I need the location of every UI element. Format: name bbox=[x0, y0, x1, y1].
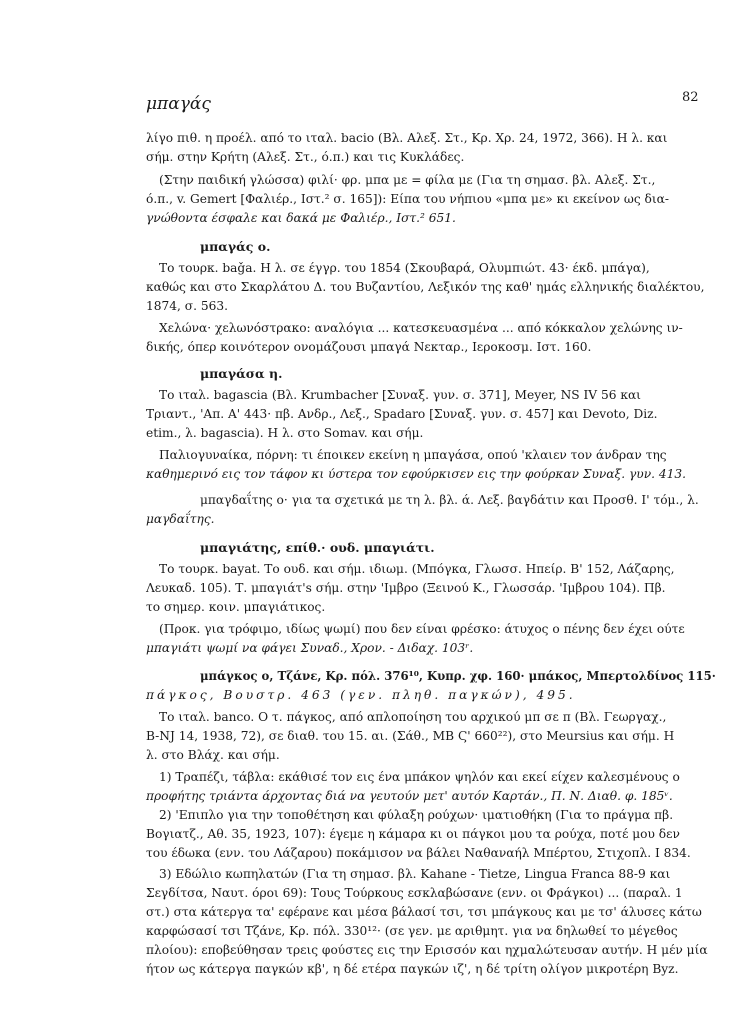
text-line: λίγο πιθ. η προέλ. από το ιταλ. bacio (Βλ. Αλεξ. Στ., Κρ. Χρ. 24, 1972, 366). Η λ. και bbox=[146, 131, 668, 145]
text-line: 1874, σ. 563. bbox=[146, 299, 228, 313]
text-line: Τριαντ., 'Απ. Α' 443· πβ. Ανδρ., Λεξ., Spadaro [Συναξ. γυν. σ. 457] και Devoto, Diz. bbox=[146, 407, 658, 421]
text-line: Το τουρκ. baǧa. Η λ. σε έγγρ. του 1854 (Σκουβαρά, Ολυμπιώτ. 43· έκδ. μπάγα), bbox=[159, 261, 650, 275]
text-line: ό.π., v. Gemert [Φαλιέρ., Ιστ.² σ. 165]): Είπα του νήπιου «μπα με» κι εκείνον ως δια- bbox=[146, 192, 670, 206]
text-line: καθημερινό εις τον τάφον κι ύστερα τον εφούρκισεν εις την φούρκαν Συναξ. γυν. 413. bbox=[146, 467, 686, 481]
text-line: λ. στο Βλάχ. και σήμ. bbox=[146, 748, 280, 762]
text-line: πάγκος, Βουστρ. 463 (γεν. πληθ. παγκών), 495. bbox=[146, 688, 576, 702]
text-line: του έδωκα (ενν. του Λάζαρου) ποκάμισον να βάλει Ναθαναήλ Μπέρτου, Στιχοπλ. Ι 834. bbox=[146, 846, 691, 860]
text-line: Βογιατζ., Αθ. 35, 1923, 107): έγεμε η κάμαρα κι οι πάγκοι μου τα ρούχα, ποτέ μου δεν bbox=[146, 827, 680, 841]
text-line: ήτον ως κάτεργα παγκών κβ', η δέ ετέρα παγκών ιζ', η δέ τρίτη ολίγον μικροτέρη Byz. bbox=[146, 962, 679, 976]
text-line: Το ιταλ. banco. Ο τ. πάγκος, από απλοποίηση του αρχικού μπ σε π (Βλ. Γεωργαχ., bbox=[159, 710, 667, 724]
text-line: σήμ. στην Κρήτη (Αλεξ. Στ., ό.π.) και τις Κυκλάδες. bbox=[146, 150, 465, 164]
text-line: Λευκαδ. 105). Τ. μπαγιάτ's σήμ. στην 'Ιμβρο (Ξεινού Κ., Γλωσσάρ. 'Ιμβρου 104). Πβ. bbox=[146, 581, 666, 595]
text-line: καθώς και στο Σκαρλάτου Δ. του Βυζαντίου, Λεξικόν της καθ' ημάς ελληνικής διαλέκτου, bbox=[146, 280, 705, 294]
text-line: Το τουρκ. bayat. Το ουδ. και σήμ. ιδιωμ. (Μπόγκα, Γλωσσ. Ηπείρ. Β' 152, Λάζαρης, bbox=[159, 562, 675, 576]
running-head: μπαγάς bbox=[146, 94, 211, 114]
headword: μπαγιάτης, επίθ.· ουδ. μπαγιάτι. bbox=[200, 540, 435, 555]
text-line: καρφώσασί τσι Τζάνε, Κρ. πόλ. 330¹²· (σε γεν. με αριθμητ. για να δηλωθεί το μέγεθος bbox=[146, 924, 678, 938]
sense-line: 1) Τραπέζι, τάβλα: εκάθισέ τον εις ένα μπάκον ψηλόν και εκεί είχεν καλεσμένους ο bbox=[159, 770, 680, 784]
text-line: δικής, όπερ κοινότερον ονομάζουσι μπαγά Νεκταρ., Ιεροκοσμ. Ιστ. 160. bbox=[146, 340, 592, 354]
text-line: B-NJ 14, 1938, 72), σε διαθ. του 15. αι. (Σάθ., ΜΒ Ϛ' 660²²), στο Meursius και σήμ. Η bbox=[146, 729, 675, 743]
text-line: μαγδαΐτης. bbox=[146, 512, 215, 526]
text-line: προφήτης τριάντα άρχοντας διά να γευτούν μετ' αυτόν Καρτάν., Π. Ν. Διαθ. φ. 185ᵛ. bbox=[146, 789, 673, 803]
text-line: Το ιταλ. bagascia (Βλ. Krumbacher [Συναξ. γυν. σ. 371], Meyer, NS IV 56 και bbox=[159, 388, 641, 402]
sense-line: 3) Εδώλιο κωπηλατών (Για τη σημασ. βλ. Kahane - Tietze, Lingua Franca 88-9 και bbox=[159, 867, 671, 881]
headword: μπαγάς ο. bbox=[200, 239, 271, 254]
text-line: etim., λ. bagascia). Η λ. στο Somav. και σήμ. bbox=[146, 426, 424, 440]
text-line: το σημερ. κοιν. μπαγιάτικος. bbox=[146, 600, 326, 614]
text-line: (Στην παιδική γλώσσα) φιλί· φρ. μπα με = φίλα με (Για τη σημασ. βλ. Αλεξ. Στ., bbox=[159, 173, 656, 187]
text-line: μπαγιάτι ψωμί να φάγει Συναδ., Χρον. - Διδαχ. 103ʳ. bbox=[146, 641, 474, 655]
headword-line: μπαγδαΐτης ο· για τα σχετικά με τη λ. βλ. ά. Λεξ. βαγδάτιν και Προσθ. Ι' τόμ., λ. bbox=[200, 493, 699, 507]
text-line: στ.) στα κάτεργα τα' εφέρανε και μέσα βάλασί τσι, τσι μπάγκους και με τσ' άλυσες κάτω bbox=[146, 905, 702, 919]
text-line: Σεγδίτσα, Ναυτ. όροι 69): Τους Τούρκους εσκλαβώσανε (ενν. οι Φράγκοι) ... (παραλ. 1 bbox=[146, 886, 683, 900]
text-line: πλοίου): εποβεύθησαν τρεις φούστες εις την Ερισσόν και ηχμαλώτευσαν αυτήν. Η μέν μία bbox=[146, 943, 708, 957]
text-line: (Προκ. για τρόφιμο, ιδίως ψωμί) που δεν είναι φρέσκο: άτυχος ο πένης δεν έχει ούτε bbox=[159, 622, 685, 636]
text-line: Χελώνα· χελωνόστρακο: αναλόγια ... κατεσκευασμένα ... από κόκκαλον χελώνης ιν- bbox=[159, 321, 683, 335]
page-number: 82 bbox=[682, 90, 699, 105]
headword: μπάγκος ο, Τζάνε, Κρ. πόλ. 376¹⁰, Κυπρ. χφ. 160· μπάκος, Μπερτολδίνος 115· bbox=[200, 669, 716, 683]
headword: μπαγάσα η. bbox=[200, 366, 283, 381]
sense-line: 2) 'Επιπλο για την τοποθέτηση και φύλαξη ρούχων· ιματιοθήκη (Για το πράγμα πβ. bbox=[159, 808, 674, 822]
text-line: γνώθοντα έσφαλε και δακά με Φαλιέρ., Ιστ.² 651. bbox=[146, 211, 456, 225]
text-line: Παλιογυναίκα, πόρνη: τι έποικεν εκείνη η μπαγάσα, οπού 'κλαιεν τον άνδραν της bbox=[159, 448, 667, 462]
